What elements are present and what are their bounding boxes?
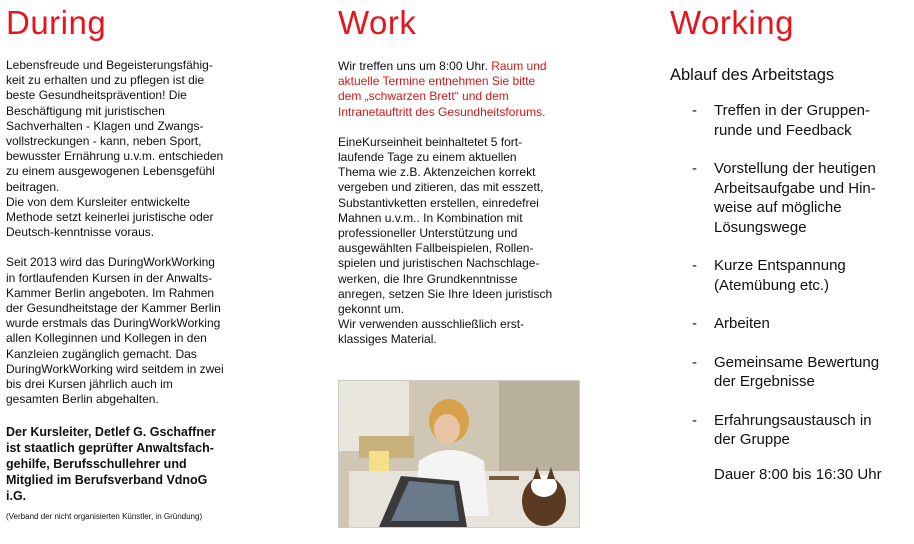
list-item: - Treffen in der Gruppen- runde und Feedback <box>692 102 870 139</box>
title-working: Working <box>670 4 794 41</box>
list-item: - Arbeiten <box>692 315 770 332</box>
column-work <box>338 0 586 348</box>
schedule-list <box>670 101 910 450</box>
column-working <box>670 0 910 484</box>
list-item: - Gemeinsame Bewertung der Ergebnisse <box>692 353 880 390</box>
list-item: - Erfahrungsaustausch in der Gruppe <box>692 411 872 448</box>
office-photo-illustration <box>339 381 579 527</box>
column-during <box>6 0 254 522</box>
office-photo <box>338 380 580 528</box>
list-item: - Kurze Entspannung (Atemübung etc.) <box>692 257 846 294</box>
during-paragraph-2: Seit 2013 wird das DuringWorkWorking in fortlaufenden Kursen in der Anwalts- Kammer Berlin angeboten. Im Rahmen der Gesundheitstage der Kammer Berlin wurde erstmals das DuringWorkWorking allen Kolleginnen und Kollegen in den Kanzleien zugänglich gemacht. Das DuringWorkWorking wird seitdem in zwei bis drei Kursen jährlich auch im gesamten Berlin abgehalten. <box>6 255 224 407</box>
work-intro-highlight: Raum und aktuelle Termine entnehmen Sie bitte dem „schwarzen Brett“ und dem Intranetauftritt des Gesundheitsforums. <box>338 59 547 119</box>
during-paragraph-1: Lebensfreude und Begeisterungsfähig- keit zu erhalten und zu pflegen ist die beste Gesundheitsprävention! Die Beschäftigung mit juristischen Sachverhalten - Klagen und Zwangs- vollstreckungen - kann, neben Sport, bewusster Ernährung u.v.m. entschieden zu einem ausgewogenen Lebensgefühl beitragen. Die von dem Kursleiter entwickelte Methode setzt keinerlei juristische oder Deutsch-kenntnisse voraus. <box>6 58 224 240</box>
title-work: Work <box>338 4 417 41</box>
title-during: During <box>6 4 107 41</box>
work-intro <box>338 59 586 120</box>
duration-text: Dauer 8:00 bis 16:30 Uhr <box>714 465 882 483</box>
instructor-bio: Der Kursleiter, Detlef G. Gschaffner ist staatlich geprüfter Anwaltsfach- gehilfe, Berufsschullehrer und Mitglied im Berufsverband VdnoG i.G. <box>6 425 216 504</box>
work-paragraph-2: EineKurseinheit beinhaltetet 5 fort- laufende Tage zu einem aktuellen Thema wie z.B. Aktenzeichen korrekt vergeben und zitieren, das mit esszett, Substantivketten erstellen, einredefrei Mahnen u.v.m.. In Kombination mit professioneller Unterstützung und ausgewählten Fallbeispielen, Rollen- spielen und juristischen Nachschlage- werken, die Ihre Grundkenntnisse anregen, setzen Sie Ihre Ideen juristisch gekonnt um. Wir verwenden ausschließlich erst- klassiges Material. <box>338 134 553 347</box>
work-intro-text: Wir treffen uns um 8:00 Uhr. <box>338 59 492 73</box>
association-note: (Verband der nicht organisierten Künstler, in Gründung) <box>6 512 203 522</box>
list-item: - Vorstellung der heutigen Arbeitsaufgabe und Hin- weise auf mögliche Lösungswege <box>692 160 876 236</box>
schedule-heading: Ablauf des Arbeitstags <box>670 66 835 84</box>
